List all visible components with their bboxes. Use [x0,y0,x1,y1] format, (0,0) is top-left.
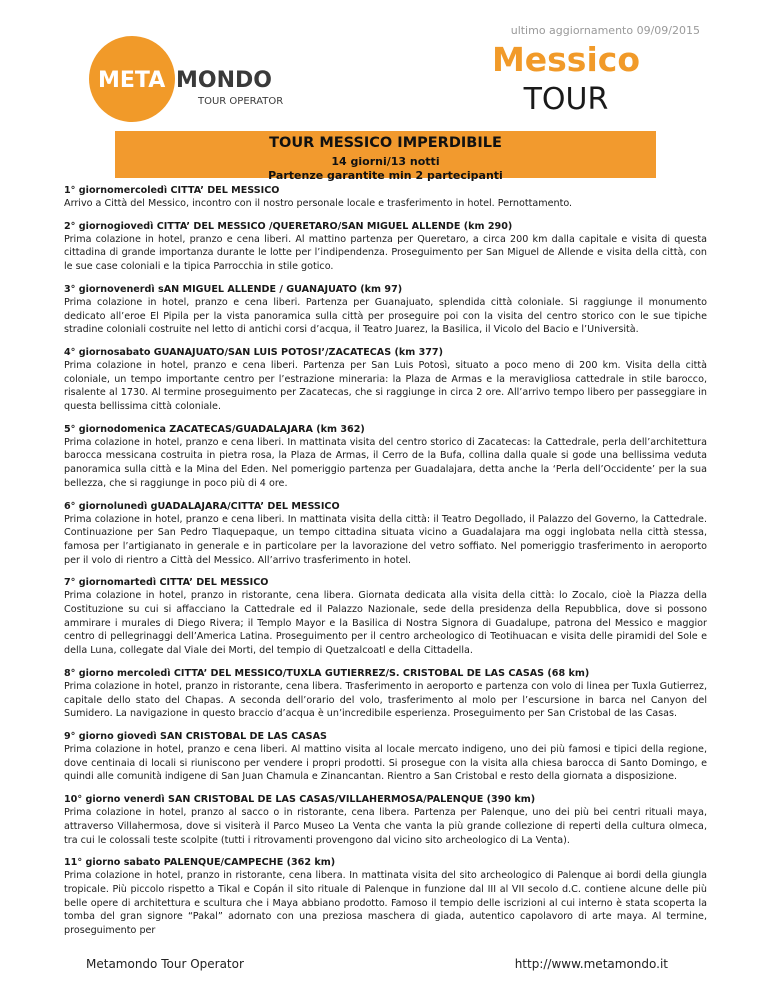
tour-subtitle: TOUR [523,82,609,117]
tour-duration: 14 giorni/13 notti [331,155,440,168]
itinerary-day [64,576,707,658]
day-text: Prima colazione in hotel, pranzo al sacco o in ristorante, cena libera. Partenza per Palenque, uno dei più bei centri rituali maya, attraverso Villahermosa, dove si visiterà il Parco Museo La Venta che vanta la più grande collezione di reperti della cultura olmeca, tra cui le colossali teste scolpite (tutti i ritrovamenti provengono dal vicino sito archeologico di La Venta). [64,807,707,846]
day-title: 6° giornolunedì gUADALAJARA/CITTA’ DEL MESSICO [64,500,340,512]
day-text: Prima colazione in hotel, pranzo e cena liberi. Al mattino partenza per Queretaro, a circa 200 km dalla capitale e visita di questa cittadina di grande importanza durante le lotte per l’indipendenza. Proseguimento per San Miguel de Allende e visita della città, con le sue case coloniali e la tipica Parrocchia in stile gotico. [64,233,707,273]
day-title: 8° giorno mercoledì CITTA’ DEL MESSICO/TUXLA GUTIERREZ/S. CRISTOBAL DE LAS CASAS (68 km) [64,667,590,679]
tour-title: TOUR MESSICO IMPERDIBILE [269,135,502,151]
itinerary-day [64,730,707,784]
day-title: 2° giornogiovedì CITTA’ DEL MESSICO /QUERETARO/SAN MIGUEL ALLENDE (km 290) [64,220,513,232]
destination-block [492,42,640,120]
day-text: Prima colazione in hotel, pranzo e cena liberi. Al mattino visita al locale mercato indigeno, uno dei più famosi e tipici della regione, dove centinaia di locali si riuniscono per vendere i propri prodotti. Si prosegue con la visita alla chiesa barocca di Santo Domingo, e quindi alle comunità indigene di San Juan Chamula e Zinancantan. Rientro a San Cristobal e resto della giornata a disposizione. [64,743,707,783]
itinerary-day [64,184,707,211]
day-text: Prima colazione in hotel, pranzo e cena liberi. In mattinata visita della città: il Teatro Degollado, il Palazzo del Governo, la Cattedrale. Continuazione per San Pedro Tlaquepaque, un tempo cittadina situata vicino a Guadalajara ma oggi inglobata nella città stessa, famosa per l’artigianato in generale e in particolare per la lavorazione del vetro soffiato. Nel pomeriggio trasferimento in aeroporto per il volo di rientro a Città del Messico. All’arrivo trasferimento in hotel. [64,513,707,566]
itinerary-day [64,220,707,274]
logo-word-mondo: MONDO [176,68,272,93]
day-title: 3° giornovenerdì sAN MIGUEL ALLENDE / GUANAJUATO (km 97) [64,283,403,295]
logo-word-meta: META [98,68,166,93]
day-text: Prima colazione in hotel, pranzo e cena liberi. Partenza per Guanajuato, splendida città coloniale. Si raggiunge il monumento dedicato all’eroe El Pipila per la vista panoramica sulla città per proseguire poi con la visita del centro storico con le sue tipiche stradine coloniali costruite nel letto di antichi corsi d’acqua, il Teatro Juarez, la Basilica, il Vicolo del Bacio e l’Università. [64,296,707,336]
itinerary-day [64,793,707,847]
metamondo-logo [88,34,318,124]
day-title: 11° giorno sabato PALENQUE/CAMPECHE (362 km) [64,857,336,869]
day-text: Prima colazione in hotel, pranzo in ristorante, cena libera. In mattinata visita del sito archeologico di Palenque ai bordi della giungla tropicale. Più piccolo rispetto a Tikal e Copán il sito rituale di Palenque in funzione dal III al VII secolo d.C. contiene alcune delle più belle opere di architettura e scultura che i Maya abbiano prodotto. Famoso il tempio delle iscrizioni al cui interno è stata scoperta la tomba del gran signore “Pakal” adornato con una preziosa maschera di giada, autentico capolavoro di arte maya. Al termine, proseguimento per [64,870,707,937]
itinerary-day [64,500,707,568]
day-text: Prima colazione in hotel, pranzo in ristorante, cena libera. Giornata dedicata alla visita della città: lo Zocalo, cioè la Piazza della Costituzione su cui si affacciano la Cattedrale ed il Palazzo Nazionale, sede della presidenza della Repubblica, dove si possono ammirare i murales di Diego Rivera; il Templo Mayor e la Basilica di Nostra Signora di Guadalupe, patrona del Messico e maggior centro di pellegrinaggi dell’America Latina. Proseguimento per il centro archeologico di Teotihuacan e visita delle piramidi del Sole e della Luna, collegate dal Viale dei Morti, del tempio di Quetzalcoatl e della Cittadella. [64,590,707,657]
footer-company: Metamondo Tour Operator [86,957,244,971]
footer-website-link[interactable]: http://www.metamondo.it [514,957,668,971]
day-title: 5° giornodomenica ZACATECAS/GUADALAJARA (km 362) [64,423,365,435]
country-title: Messico [491,40,640,79]
itinerary [64,184,707,947]
logo-tagline: TOUR OPERATOR [198,96,284,107]
day-title: 7° giornomartedì CITTA’ DEL MESSICO [64,577,269,589]
day-text: Prima colazione in hotel, pranzo e cena liberi. Partenza per San Luis Potosì, situato a poco meno di 200 km. Visita della città coloniale, un tempo importante centro per l’estrazione mineraria: la Plaza de Armas e la meravigliosa cattedrale in stile barocco, risalente al 1730. Al termine proseguimento per Zacatecas, che si raggiunge in circa 2 ore. All’arrivo tempo libero per passeggiare in questa bellissima città coloniale. [64,359,707,413]
itinerary-day [64,346,707,414]
itinerary-day [64,856,707,938]
tour-guarantee: Partenze garantite min 2 partecipanti [268,169,503,182]
itinerary-day [64,283,707,337]
page-footer [86,957,668,971]
last-update-text: ultimo aggiornamento 09/09/2015 [510,24,700,37]
day-text: Arrivo a Città del Messico, incontro con il nostro personale locale e trasferimento in hotel. Pernottamento. [64,198,573,209]
day-text: Prima colazione in hotel, pranzo e cena liberi. In mattinata visita del centro storico di Zacatecas: la Cattedrale, perla dell’architettura barocca messicana costruita in pietra rosa, la Plaza de Armas, il Cerro de la Bufa, collina dalla quale si gode una bellissima veduta panoramica sulla città e la Mina del Eden. Nel pomeriggio partenza per Guadalajara, detta anche la ‘Perla dell’Occidente’ per la sua bellezza, che si raggiunge in poco più di 4 ore. [64,436,707,489]
day-title: 1° giornomercoledì CITTA’ DEL MESSICO [64,185,280,196]
day-title: 10° giorno venerdì SAN CRISTOBAL DE LAS CASAS/VILLAHERMOSA/PALENQUE (390 km) [64,794,536,806]
day-text: Prima colazione in hotel, pranzo in ristorante, cena libera. Trasferimento in aeroporto e partenza con volo di linea per Tuxla Gutierrez, capitale dello stato del Chapas. A seconda dell’orario del volo, trasferimento al molo per l’escursione in barca nel Canyon del Sumidero. La navigazione in questo braccio d’acqua è un’incredibile esperienza. Proseguimento per San Cristobal de las Casas. [64,680,707,720]
day-title: 9° giorno giovedì SAN CRISTOBAL DE LAS CASAS [64,730,327,742]
itinerary-day [64,423,707,491]
tour-banner [115,131,656,182]
itinerary-day [64,667,707,721]
day-title: 4° giornosabato GUANAJUATO/SAN LUIS POTOSI’/ZACATECAS (km 377) [64,346,443,358]
